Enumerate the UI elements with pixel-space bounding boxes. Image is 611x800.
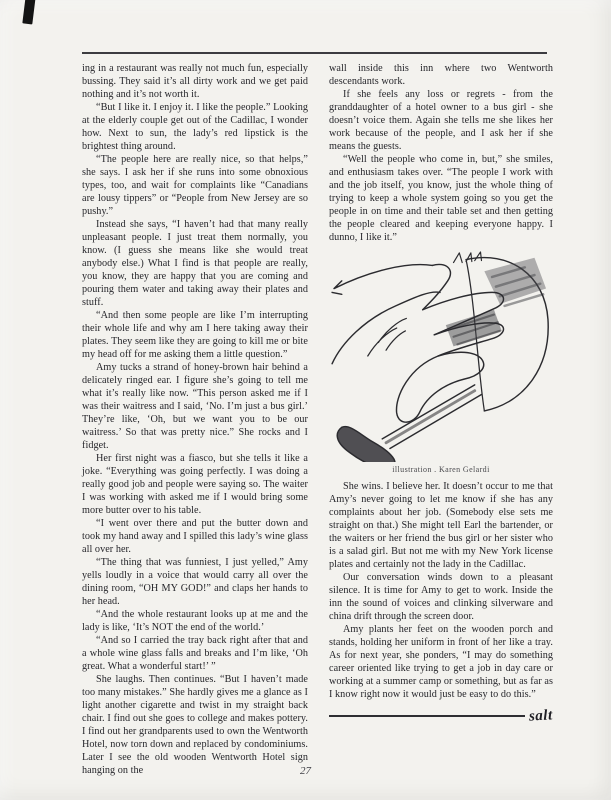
body-paragraph: “And so I carried the tray back right after that and a whole wine glass falls and breaks and I’m like, ‘Oh great. What a wonderful start!’ ”	[82, 635, 308, 672]
article-end-signoff	[329, 707, 554, 725]
top-rule	[82, 52, 547, 54]
body-paragraph: “And the whole restaurant looks up at me and the lady is like, ‘It’s NOT the end of the world.’	[82, 609, 308, 633]
body-paragraph: “And then some people are like I’m interrupting their whole life and why am I here taking away their plates. They seem like they are going to kill me or bite my head off for me asking them a little question.”	[82, 310, 308, 360]
body-paragraph: “But I like it. I enjoy it. I like the people.” Looking at the elderly couple get out of the Cadillac, I wonder how. Next to sun, the lady’s red lipstick is the brightest thing around.	[82, 102, 308, 152]
right-column-bottom-text	[329, 480, 553, 701]
body-paragraph: ing in a restaurant was really not much fun, especially bussing. They said it’s all dirty work and we get paid nothing and it’s not worth it.	[82, 63, 308, 100]
body-paragraph: “I went over there and put the butter down and took my hand away and I spilled this lady’s wine glass all over her.	[82, 518, 308, 555]
right-column-top-text	[329, 62, 553, 244]
body-paragraph: If she feels any loss or regrets - from the granddaughter of a hotel owner to a bus girl - she doesn’t voice them. Again she tells me she likes her work because of the people, and I ask her if she means the guests.	[329, 89, 553, 152]
body-paragraph: She laughs. Then continues. “But I haven’t made too many mistakes.” She hardly gives me a glance as I light another cigarette and twist in my straight back chair. I find out she goes to college and makes pottery. I find out her grandparents used to own the Wentworth Hotel, now torn down and replaced by condominiums. Later I see the old wooden Wentworth Hotel sign hanging on the	[82, 674, 308, 776]
left-column	[82, 62, 308, 777]
body-paragraph: “The thing that was funniest, I just yelled,” Amy yells loudly in a voice that would carry all over the dining room, “OH MY GOD!” and claps her hands to her head.	[82, 557, 308, 607]
right-column	[329, 62, 554, 725]
signoff-salt-logotype: salt	[528, 707, 554, 725]
illustration-block	[329, 250, 553, 476]
body-paragraph: Amy tucks a strand of honey-brown hair behind a delicately ringed ear. I figure she’s going to tell me what it’s really like now. “This person asked me if I was their waitress and I said, ‘No. I’m just a bus girl.’ They’re like, ‘Oh, but we want you to be our waitress.’ So that was pretty nice.” She rocks and I fidget.	[82, 362, 308, 451]
wine-glass-hand-illustration	[330, 250, 552, 462]
body-paragraph: Our conversation winds down to a pleasant silence. It is time for Amy to get to work. Inside the inn the sound of voices and clinking silverware and china drift through the screen door.	[329, 572, 553, 622]
body-paragraph: Instead she says, “I haven’t had that many really unpleasant people. I just treat them normally, you know. (I guess she means like she would treat anybody else.) What I find is that people are really, you know, they are happy that you are coming and pouring them water and taking away their plates and stuff.	[82, 219, 308, 308]
body-paragraph: “The people here are really nice, so that helps,” she says. I ask her if she runs into some obnoxious types, too, and wait for complaints like “Canadians are lousy tippers” or “People from New Jersey are so pushy.”	[82, 154, 308, 217]
illustration-caption: illustration . Karen Gelardi	[392, 465, 490, 474]
body-paragraph: wall inside this inn where two Wentworth descendants work.	[329, 63, 553, 87]
page-number: 27	[300, 765, 311, 777]
scan-artifact-mark	[22, 0, 35, 25]
body-paragraph: Amy plants her feet on the wooden porch and stands, holding her uniform in front of her like a tray. As for next year, she ponders, “I may do something career oriented like trying to get a job in day care or working at a summer camp or something, but as far as I know right now it would just be easy to do this.”	[329, 624, 553, 700]
body-paragraph: “Well the people who come in, but,” she smiles, and enthusiasm takes over. “The people I work with and the job itself, you know, just the whole thing of trying to keep a whole system going so you get the people in on time and their table set and then getting the people cleared and keeping everyone happy. I dunno, I like it.”	[329, 154, 553, 243]
body-paragraph: She wins. I believe her. It doesn’t occur to me that Amy’s never going to let me know if she has any complaints about her job. (Somebody else sets me straight on that.) She might tell Earl the bartender, or the waiters or her friend the bus girl or her sister who is a salad girl. But not me with my New York license plates and certainly not the lady in the Cadillac.	[329, 481, 553, 570]
signoff-rule	[329, 715, 525, 717]
body-paragraph: Her first night was a fiasco, but she tells it like a joke. “Everything was going perfectly. I was doing a really good job and people were saying so. The waiter I was working with asked me if I would bring some more butter over to his table.	[82, 453, 308, 516]
